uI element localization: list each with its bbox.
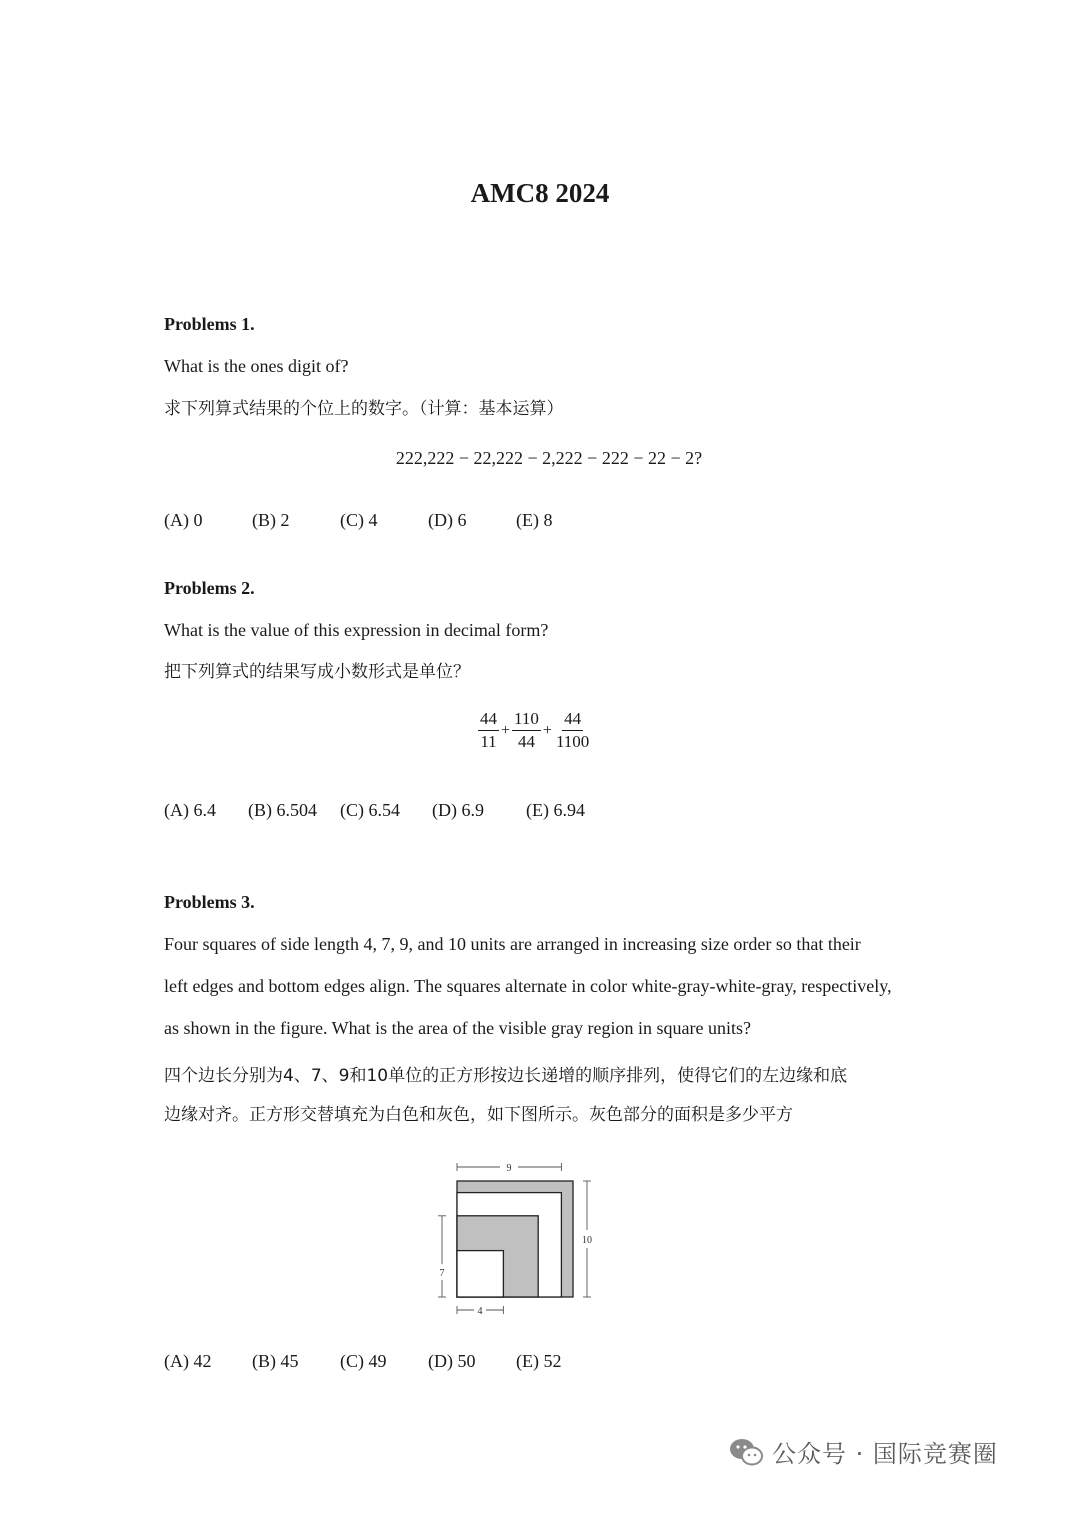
square-4-white [457,1251,503,1297]
choice-a[interactable]: (A) 42 [164,1351,212,1371]
fraction-1 [478,708,499,753]
choice-e[interactable]: (E) 6.94 [526,800,585,820]
problem-2-fraction-expression [478,708,591,753]
problem-2-heading: Problems 2. [164,578,255,598]
wechat-icon [728,1436,764,1468]
problem-1-question-en: What is the ones digit of? [164,356,349,376]
choice-b[interactable]: (B) 6.504 [248,800,317,820]
choice-e[interactable]: (E) 8 [516,510,553,530]
problem-3-question-cn-line-1: 四个边长分别为4、7、9和10单位的正方形按边长递增的顺序排列，使得它们的左边缘和底 [164,1066,848,1086]
problem-3-question-en-line-2: left edges and bottom edges align. The squares alternate in color white-gray-white-gray, respectively, [164,976,892,996]
label-7: 7 [439,1268,445,1279]
fraction-1-numerator: 44 [478,708,499,731]
problem-3-question-en-line-1: Four squares of side length 4, 7, 9, and 10 units are arranged in increasing size order so that their [164,934,861,954]
problem-1-choices [164,510,552,531]
fraction-2-numerator: 110 [512,708,541,731]
problem-2-question-en: What is the value of this expression in decimal form? [164,620,549,640]
fraction-3 [554,708,591,753]
problem-3-question-cn-line-2: 边缘对齐。正方形交替填充为白色和灰色，如下图所示。灰色部分的面积是多少平方 [164,1105,793,1125]
fraction-3-numerator: 44 [562,708,583,731]
fraction-3-denominator: 1100 [555,732,590,751]
choice-c[interactable]: (C) 4 [340,510,378,530]
problem-3-heading: Problems 3. [164,892,255,912]
fraction-2-denominator: 44 [517,732,535,751]
page-title: AMC8 2024 [470,178,610,208]
problem-2-question-cn: 把下列算式的结果写成小数形式是单位？ [164,662,470,682]
fraction-1-denominator: 11 [480,732,497,751]
choice-e[interactable]: (E) 52 [516,1351,562,1371]
choice-a[interactable]: (A) 6.4 [164,800,216,820]
problem-2-choices [164,800,585,821]
choice-a[interactable]: (A) 0 [164,510,203,530]
problem-1-heading: Problems 1. [164,314,255,334]
plus-sign: + [501,721,511,739]
choice-d[interactable]: (D) 6.9 [432,800,484,820]
dimension-7 [438,1216,446,1297]
choice-c[interactable]: (C) 49 [340,1351,387,1371]
watermark [728,1434,998,1469]
watermark-text: 公众号 · 国际竞赛圈 [772,1440,998,1468]
choice-b[interactable]: (B) 45 [252,1351,299,1371]
choice-c[interactable]: (C) 6.54 [340,800,400,820]
label-4: 4 [477,1306,483,1317]
label-10: 10 [582,1235,592,1246]
fraction-2 [512,708,541,753]
label-9: 9 [506,1163,512,1174]
choice-d[interactable]: (D) 6 [428,510,467,530]
problem-3-question-en-line-3: as shown in the figure. What is the area of the visible gray region in square units? [164,1018,752,1038]
problem-1-question-cn: 求下列算式结果的个位上的数字。（计算：基本运算） [164,399,564,419]
choice-b[interactable]: (B) 2 [252,510,290,530]
choice-d[interactable]: (D) 50 [428,1351,476,1371]
problem-3-choices [164,1351,561,1372]
plus-sign: + [542,721,552,739]
squares-figure [430,1158,620,1333]
problem-1-expression: 222,222 − 22,222 − 2,222 − 222 − 22 − 2? [395,448,703,468]
